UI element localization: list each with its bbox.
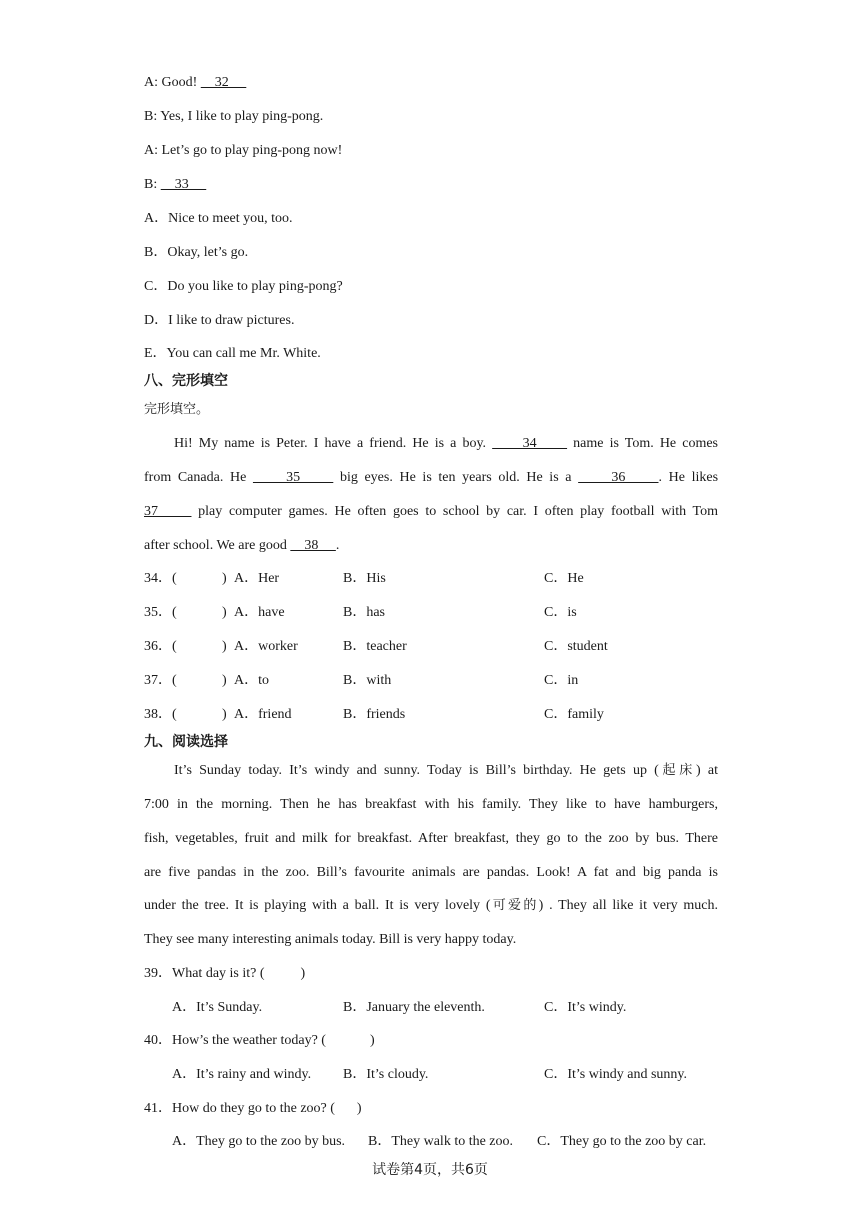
section-8-instruction: 完形填空。 xyxy=(144,402,210,417)
dialogue-line-a1 xyxy=(144,74,246,92)
blank-35[interactable]: 35 xyxy=(252,470,334,485)
passage-text: . He likes xyxy=(658,470,719,485)
option-b[interactable]: B．It’s cloudy. xyxy=(343,1067,429,1082)
option-a[interactable]: A．They go to the zoo by bus. xyxy=(172,1134,346,1149)
reading-passage-line-4: are five pandas in the zoo. Bill’s favourite animals are pandas. Look! A fat and big panda is xyxy=(144,865,718,880)
cloze-passage-line-4 xyxy=(144,537,339,555)
blank-38[interactable]: 38 xyxy=(290,538,336,553)
answer-paren-close: ) xyxy=(222,605,227,620)
reading-passage-line-5 xyxy=(144,897,718,915)
option-c[interactable]: C．It’s windy and sunny. xyxy=(544,1067,687,1082)
dialogue-text: B: Yes, I like to play ping-pong. xyxy=(144,109,324,124)
question-text: 40．How’s the weather today? ( xyxy=(144,1033,326,1048)
dialogue-option-a: A．Nice to meet you, too. xyxy=(144,211,293,226)
answer-paren-close: ) xyxy=(222,639,227,654)
passage-text: from Canada. He xyxy=(144,470,247,485)
blank-36[interactable]: 36 xyxy=(578,470,659,485)
passage-gloss: 起床 xyxy=(658,763,696,778)
answer-paren-close: ) xyxy=(222,571,227,586)
section-9-heading: 九、阅读选择 xyxy=(144,734,228,750)
blank-32[interactable]: 32 xyxy=(200,75,247,90)
question-number: 37．( xyxy=(144,673,177,688)
option-b[interactable]: B．His xyxy=(343,571,386,586)
option-c[interactable]: C．family xyxy=(544,707,604,722)
answer-paren-close: ) xyxy=(300,966,306,981)
option-b[interactable]: B．has xyxy=(343,605,385,620)
option-b[interactable]: B．They walk to the zoo. xyxy=(368,1134,514,1149)
dialogue-line-b2 xyxy=(144,176,206,194)
page-footer: 试卷第4页，共6页 xyxy=(372,1162,488,1178)
option-c[interactable]: C．He xyxy=(544,571,584,586)
option-b[interactable]: B．friends xyxy=(343,707,406,722)
question-number: 34．( xyxy=(144,571,177,586)
passage-text: ) . They all like it very much. xyxy=(538,898,718,913)
passage-text: under the tree. It is playing with a ball. It is very lovely ( xyxy=(144,898,491,913)
cloze-passage-line-2 xyxy=(144,469,718,487)
option-a[interactable]: A．Her xyxy=(234,571,280,586)
reading-passage-line-3: fish, vegetables, fruit and milk for breakfast. After breakfast, they go to the zoo by bus. There xyxy=(144,831,718,846)
reading-question-41 xyxy=(144,1100,362,1118)
option-b[interactable]: B．teacher xyxy=(343,639,407,654)
dialogue-option-d: D．I like to draw pictures. xyxy=(144,313,295,328)
option-c[interactable]: C．They go to the zoo by car. xyxy=(537,1134,707,1149)
reading-passage-line-6: They see many interesting animals today. Bill is very happy today. xyxy=(144,932,517,947)
dialogue-text: A: Let’s go to play ping-pong now! xyxy=(144,143,343,158)
answer-paren-close: ) xyxy=(222,673,227,688)
passage-text: It’s Sunday today. It’s windy and sunny. Today is Bill’s birthday. He gets up ( xyxy=(174,763,659,778)
dialogue-option-b: B．Okay, let’s go. xyxy=(144,245,249,260)
question-number: 38．( xyxy=(144,707,177,722)
option-b[interactable]: B．January the eleventh. xyxy=(343,1000,485,1015)
reading-passage-line-2: 7:00 in the morning. Then he has breakfast with his family. They like to have hamburgers, xyxy=(144,797,718,812)
dialogue-line-a2 xyxy=(144,142,342,160)
passage-gloss: 可爱的 xyxy=(490,898,539,913)
option-a[interactable]: A．have xyxy=(234,605,285,620)
dialogue-option-c: C．Do you like to play ping-pong? xyxy=(144,279,343,294)
passage-text: ) at xyxy=(696,763,718,778)
question-number: 36．( xyxy=(144,639,177,654)
dialogue-text: A: Good! xyxy=(144,75,198,90)
option-b[interactable]: B．with xyxy=(343,673,392,688)
passage-text: big eyes. He is ten years old. He is a xyxy=(339,470,572,485)
option-c[interactable]: C．student xyxy=(544,639,608,654)
section-8-heading: 八、完形填空 xyxy=(144,373,228,389)
option-a[interactable]: A．It’s rainy and windy. xyxy=(172,1067,312,1082)
blank-33[interactable]: 33 xyxy=(160,177,207,192)
passage-text: play computer games. He often goes to school by car. I often play football with Tom xyxy=(198,504,718,519)
reading-question-39 xyxy=(144,965,305,983)
option-c[interactable]: C．It’s windy. xyxy=(544,1000,627,1015)
answer-paren-close: ) xyxy=(222,707,227,722)
option-c[interactable]: C．in xyxy=(544,673,579,688)
answer-paren-close: ) xyxy=(356,1101,362,1116)
option-c[interactable]: C．is xyxy=(544,605,577,620)
blank-37[interactable]: 37 xyxy=(144,504,192,519)
answer-paren-close: ) xyxy=(369,1033,375,1048)
option-a[interactable]: A．friend xyxy=(234,707,292,722)
dialogue-line-b1 xyxy=(144,108,323,126)
question-number: 35．( xyxy=(144,605,177,620)
option-a[interactable]: A．It’s Sunday. xyxy=(172,1000,263,1015)
blank-34[interactable]: 34 xyxy=(492,436,568,451)
option-a[interactable]: A．worker xyxy=(234,639,298,654)
question-text: 39．What day is it? ( xyxy=(144,966,265,981)
passage-text: after school. We are good xyxy=(144,538,287,553)
passage-text: name is Tom. He comes xyxy=(573,436,718,451)
cloze-passage-line-3 xyxy=(144,503,718,521)
passage-text: Hi! My name is Peter. I have a friend. He is a boy. xyxy=(174,436,487,451)
dialogue-text: B: xyxy=(144,177,158,192)
passage-text: . xyxy=(335,538,340,553)
question-text: 41．How do they go to the zoo? ( xyxy=(144,1101,335,1116)
dialogue-option-e: E．You can call me Mr. White. xyxy=(144,346,321,361)
reading-question-40 xyxy=(144,1032,375,1050)
reading-passage-line-1 xyxy=(144,762,718,780)
option-a[interactable]: A．to xyxy=(234,673,269,688)
cloze-passage-line-1 xyxy=(144,435,718,453)
